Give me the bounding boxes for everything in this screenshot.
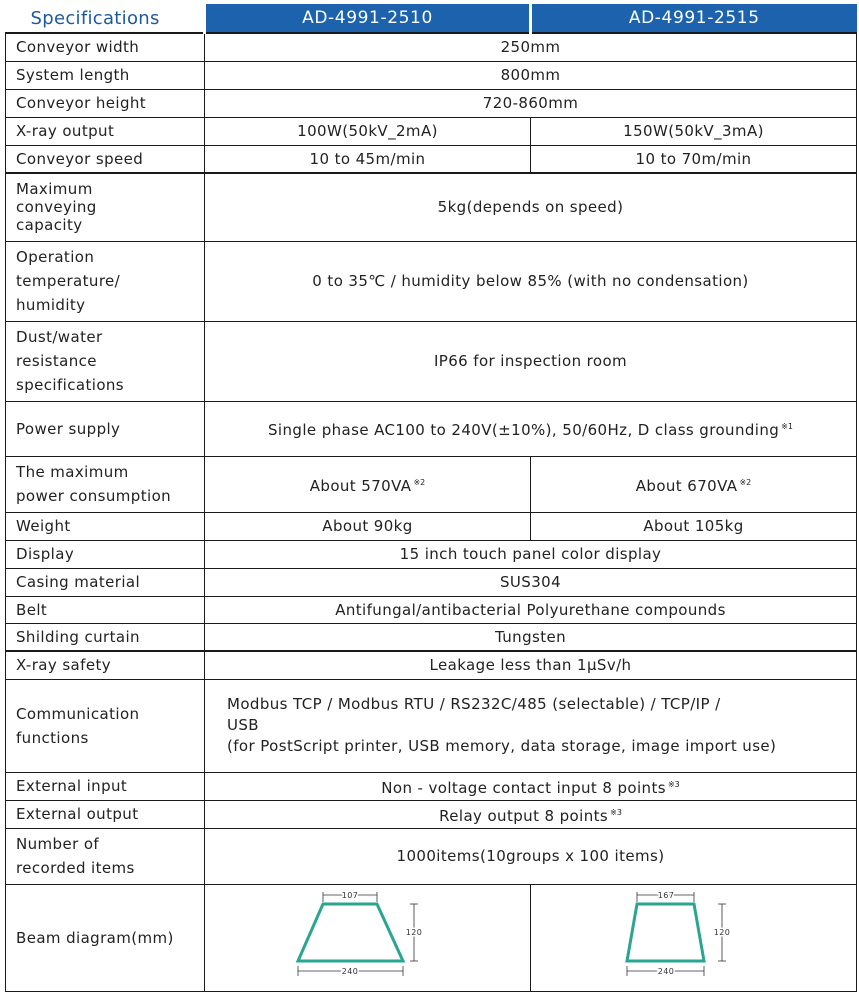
label-casing: Casing material xyxy=(6,568,205,596)
value-recorded-items: 1000items(10groups x 100 items) xyxy=(205,828,857,884)
value-shielding-curtain: Tungsten xyxy=(205,623,857,651)
label-belt: Belt xyxy=(6,596,205,623)
value-weight-2510: About 90kg xyxy=(205,512,531,540)
beam-trapezoid xyxy=(298,904,403,961)
beam-top-width: 167 xyxy=(657,891,674,900)
row-belt xyxy=(6,596,857,623)
label-line: Dust/water xyxy=(16,328,103,346)
label-weight: Weight xyxy=(6,512,205,540)
label-display: Display xyxy=(6,540,205,568)
label-dust-water xyxy=(6,321,205,401)
header-row xyxy=(6,4,857,33)
label-line: Maximum xyxy=(16,180,93,199)
label-line: Number of xyxy=(16,835,100,853)
value-external-output xyxy=(205,800,857,828)
value-power-supply xyxy=(205,401,857,456)
value-max-power-2515 xyxy=(531,456,857,512)
beam-height: 120 xyxy=(713,928,730,937)
label-conveyor-height: Conveyor height xyxy=(6,89,205,117)
label-beam-diagram: Beam diagram(mm) xyxy=(6,884,205,991)
footnote-mark: ※3 xyxy=(610,807,622,817)
row-max-power xyxy=(6,456,857,512)
comm-line: (for PostScript printer, USB memory, data storage, image import use) xyxy=(227,737,777,755)
beam-diagram-2510-svg xyxy=(278,890,458,985)
row-xray-safety xyxy=(6,651,857,679)
footnote-mark: ※1 xyxy=(781,422,793,431)
value-display: 15 inch touch panel color display xyxy=(205,540,857,568)
row-external-output xyxy=(6,800,857,828)
label-line: humidity xyxy=(16,296,86,314)
comm-line: USB xyxy=(227,716,259,734)
row-power-supply xyxy=(6,401,857,456)
value-xray-safety: Leakage less than 1μSv/h xyxy=(205,651,857,679)
label-shielding-curtain: Shilding curtain xyxy=(6,623,205,651)
label-line: conveying xyxy=(16,198,97,217)
label-power-supply: Power supply xyxy=(6,401,205,456)
value-conveyor-height: 720-860mm xyxy=(205,89,857,117)
value-communication xyxy=(205,679,857,772)
value-system-length: 800mm xyxy=(205,61,857,89)
label-line: Operation xyxy=(16,248,95,266)
row-operation-temperature xyxy=(6,241,857,321)
value-external-input xyxy=(205,772,857,800)
row-max-capacity xyxy=(6,173,857,241)
specifications-title: Specifications xyxy=(6,4,205,33)
value-max-capacity: 5kg(depends on speed) xyxy=(205,173,857,241)
value-conveyor-speed-2510: 10 to 45m/min xyxy=(205,145,531,173)
value-xray-output-2515: 150W(50kV_3mA) xyxy=(531,117,857,145)
max-power-text: About 670VA xyxy=(635,476,738,495)
row-weight xyxy=(6,512,857,540)
footnote-mark: ※3 xyxy=(667,779,680,789)
label-line: The maximum xyxy=(16,463,129,481)
power-supply-text: Single phase AC100 to 240V(±10%), 50/60Hz, D class grounding xyxy=(268,421,780,439)
beam-bottom-width: 240 xyxy=(341,967,358,976)
value-operation-temperature: 0 to 35℃ / humidity below 85% (with no condensation) xyxy=(205,241,857,321)
beam-bottom-width: 240 xyxy=(657,967,674,976)
label-communication xyxy=(6,679,205,772)
label-operation-temperature xyxy=(6,241,205,321)
beam-trapezoid xyxy=(627,904,704,961)
external-output-text: Relay output 8 points xyxy=(439,806,609,825)
label-line: temperature/ xyxy=(16,272,121,290)
value-conveyor-width: 250mm xyxy=(205,33,857,61)
external-input-text: Non - voltage contact input 8 points xyxy=(381,778,666,797)
label-xray-safety: X-ray safety xyxy=(6,651,205,679)
label-system-length: System length xyxy=(6,61,205,89)
label-line: recorded items xyxy=(16,859,135,877)
label-line: resistance xyxy=(16,352,97,370)
label-conveyor-width: Conveyor width xyxy=(6,33,205,61)
model-header-2510: AD-4991-2510 xyxy=(205,4,531,33)
row-system-length xyxy=(6,61,857,89)
label-line: Communication xyxy=(16,704,140,723)
beam-diagram-2515-svg xyxy=(604,890,784,985)
value-weight-2515: About 105kg xyxy=(531,512,857,540)
beam-height: 120 xyxy=(405,928,422,937)
label-line: capacity xyxy=(16,216,83,235)
row-xray-output xyxy=(6,117,857,145)
row-shielding-curtain xyxy=(6,623,857,651)
specifications-table xyxy=(5,4,857,992)
row-conveyor-height xyxy=(6,89,857,117)
beam-top-width: 107 xyxy=(341,891,358,900)
footnote-mark: ※2 xyxy=(739,477,752,487)
value-belt: Antifungal/antibacterial Polyurethane compounds xyxy=(205,596,857,623)
row-display xyxy=(6,540,857,568)
comm-line: Modbus TCP / Modbus RTU / RS232C/485 (selectable) / TCP/IP / xyxy=(227,695,721,713)
row-dust-water xyxy=(6,321,857,401)
label-line: specifications xyxy=(16,376,125,394)
row-communication xyxy=(6,679,857,772)
model-header-2515: AD-4991-2515 xyxy=(531,4,857,33)
label-recorded-items xyxy=(6,828,205,884)
value-dust-water: IP66 for inspection room xyxy=(205,321,857,401)
value-casing: SUS304 xyxy=(205,568,857,596)
max-power-text: About 570VA xyxy=(309,476,412,495)
value-xray-output-2510: 100W(50kV_2mA) xyxy=(205,117,531,145)
row-conveyor-width xyxy=(6,33,857,61)
label-max-power xyxy=(6,456,205,512)
label-external-output: External output xyxy=(6,800,205,828)
label-line: functions xyxy=(16,728,89,747)
row-external-input xyxy=(6,772,857,800)
label-max-capacity xyxy=(6,173,205,241)
label-line: power consumption xyxy=(16,487,172,505)
label-conveyor-speed: Conveyor speed xyxy=(6,145,205,173)
beam-diagram-2510 xyxy=(205,884,531,991)
beam-diagram-2515 xyxy=(531,884,857,991)
row-beam-diagram xyxy=(6,884,857,991)
row-casing xyxy=(6,568,857,596)
row-conveyor-speed xyxy=(6,145,857,173)
footnote-mark: ※2 xyxy=(413,477,426,487)
label-external-input: External input xyxy=(6,772,205,800)
row-recorded-items xyxy=(6,828,857,884)
label-xray-output: X-ray output xyxy=(6,117,205,145)
value-max-power-2510 xyxy=(205,456,531,512)
value-conveyor-speed-2515: 10 to 70m/min xyxy=(531,145,857,173)
